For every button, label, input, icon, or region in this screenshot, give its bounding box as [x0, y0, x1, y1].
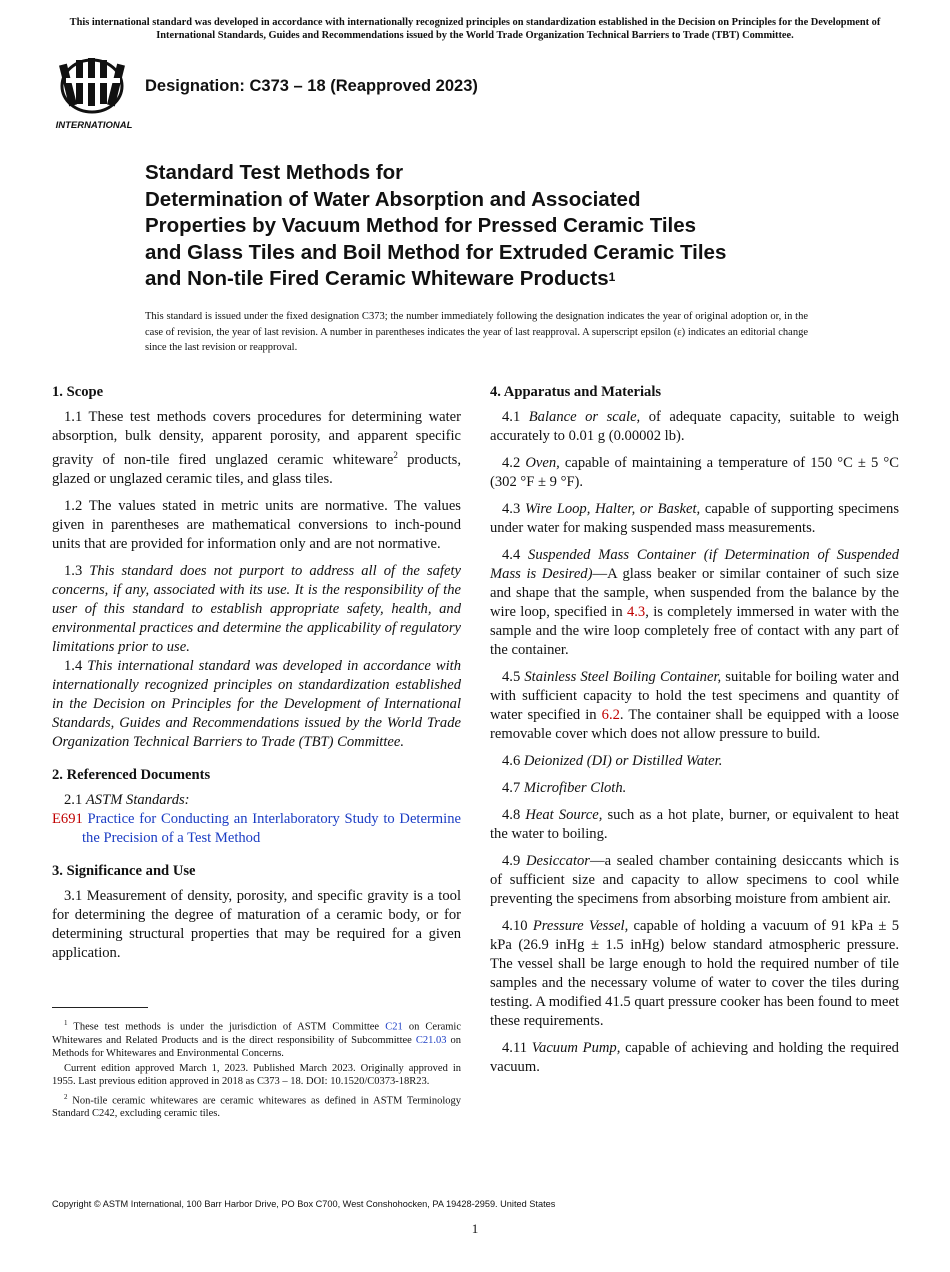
paragraph-1-3: 1.3 This standard does not purport to address all of the safety concerns, if any, associated with its use. It is the responsibility of the user of this standard to establish appropriate safety, health, and environmental practices and determine the applicability of regulatory limitations prior to use.	[52, 562, 461, 655]
paragraph-4-5: 4.5 Stainless Steel Boiling Container, suitable for boiling water and with sufficient capacity to hold the test specimens and quantity of water specified in 6.2. The container shall be equipped with a loose removable cover which does not allow pressure to build.	[490, 669, 900, 742]
astm-logo-text: INTERNATIONAL	[55, 120, 133, 131]
paragraph-4-8: 4.8 Heat Source, such as a hot plate, burner, or equivalent to heat the water to boiling.	[490, 807, 900, 842]
committee-link-c21[interactable]: C21	[385, 1021, 403, 1033]
section-heading-significance: 3. Significance and Use	[52, 862, 196, 879]
section-heading-scope: 1. Scope	[52, 384, 104, 400]
footnote-1-edition: Current edition approved March 1, 2023. Published March 2023. Originally approved in 1955. Last previous edition approved in 2018 as C373 – 18. DOI: 10.1520/C0373-18R23.	[52, 1063, 461, 1088]
section-link-6-2[interactable]: 6.2	[601, 707, 620, 723]
right-column	[490, 383, 899, 1085]
footnote-2: $^2$ Non-tile ceramic whitewares are ceramic whitewares as defined in ASTM Terminology Standard C242, excluding ceramic tiles.	[52, 1092, 461, 1120]
document-title	[145, 160, 845, 293]
paragraph-4-9: 4.9 Desiccator—a sealed chamber containing desiccants which is of sufficient size and capacity to allow specimens to cool while preventing the specimens from absorbing moisture from ambient air.	[490, 853, 899, 907]
subcommittee-link-c21-03[interactable]: C21.03	[415, 1034, 447, 1046]
reference-title-link[interactable]: Practice for Conducting an Interlaboratory Study to Determine the Precision of a Test Method	[82, 810, 461, 846]
paragraph-4-2: 4.2 Oven, capable of maintaining a temperature of 150 °C ± 5 °C (302 °F ± 9 °F).	[490, 455, 899, 490]
footnote-ref-2: 2	[393, 450, 398, 460]
designation: Designation: C373 – 18 (Reapproved 2023)	[145, 77, 478, 95]
title-line-2: Determination of Water Absorption and Associated	[145, 187, 641, 211]
paragraph-3-1: 3.1 Measurement of density, porosity, and specific gravity is a tool for determining the degree of maturation of a ceramic body, or for determining structural properties that may be required for a given application.	[52, 887, 461, 961]
paragraph-1-2: 1.2 The values stated in metric units are normative. The values given in parentheses are mathematical conversions to inch-pound units that are provided for information only and are not normative.	[52, 497, 461, 552]
section-heading-referenced: 2. Referenced Documents	[52, 766, 211, 783]
footnotes	[52, 1017, 461, 1122]
reference-e691[interactable]	[52, 810, 461, 848]
paragraph-1-1: 1.1 These test methods covers procedures for determining water absorption, bulk density, apparent porosity, and apparent specific gravity of non-tile fired unglazed ceramic whiteware$^2$ products, glazed or unglazed ceramic tiles, and glass tiles.	[52, 409, 461, 487]
paragraph-4-10: 4.10 Pressure Vessel, capable of holding a vacuum of 91 kPa ± 5 kPa (26.9 inHg ± 1.5 inHg) below standard atmospheric pressure. The vessel shall be large enough to hold the required number of tile samples and the necessary volume of water to cover the tiles during testing. A modified 41.5 quart pressure cooker has been found to meet these requirements.	[490, 918, 900, 1029]
title-footnote-mark: 1	[608, 270, 616, 284]
issued-note: This standard is issued under the fixed designation C373; the number immediately following the designation indicates the year of original adoption or, in the case of revision, the year of last revision. A number in parentheses indicates the year of last reapproval. A superscript epsilon (ε) indicates an editorial change since the last revision or reapproval.	[145, 311, 808, 353]
paragraph-4-4: 4.4 Suspended Mass Container (if Determination of Suspended Mass is Desired)—A glass beaker or similar container of such size and shape that the sample, when suspended from the balance by the wire loop, specified in 4.3, is completely immersed in water with the sample and the wire loop completely free of contact with any part of the container.	[490, 547, 899, 658]
title-line-1: Standard Test Methods for	[145, 161, 404, 184]
footnote-1: $^1$ These test methods is under the jurisdiction of ASTM Committee C21 on Ceramic Whitewares and Related Products and is the direct responsibility of Subcommittee C21.03 on Methods for Whitewares and Environmental Concerns.	[52, 1019, 461, 1059]
paragraph-4-1: 4.1 Balance or scale, of adequate capacity, suitable to weigh accurately to 0.01 g (0.00002 lb).	[490, 409, 900, 444]
section-link-4-3[interactable]: 4.3	[626, 604, 646, 620]
astm-logo-mark	[59, 58, 125, 112]
left-column	[52, 383, 461, 971]
paragraph-1-4: 1.4 This international standard was developed in accordance with internationally recognized principles on standardization established in the Decision on Principles for the Development of International Standards, Guides and Recommendations issued by the World Trade Organization Technical Barriers to Trade (TBT) Committee.	[52, 657, 462, 750]
paragraph-4-3: 4.3 Wire Loop, Halter, or Basket, capable of supporting specimens under water for making suspended mass measurements.	[490, 501, 900, 536]
title-line-4: and Glass Tiles and Boil Method for Extruded Ceramic Tiles	[145, 240, 727, 264]
paragraph-4-11: 4.11 Vacuum Pump, capable of achieving and holding the required vacuum.	[490, 1040, 899, 1075]
paragraph-2-1: 2.1 ASTM Standards:	[64, 791, 190, 808]
title-line-5: and Non-tile Fired Ceramic Whiteware Products$^1$	[145, 267, 616, 290]
paragraph-4-6: 4.6 Deionized (DI) or Distilled Water.	[502, 753, 723, 769]
footnote-divider	[52, 1007, 148, 1008]
page-number: 1	[471, 1221, 479, 1236]
section-heading-apparatus: 4. Apparatus and Materials	[490, 384, 662, 400]
paragraph-4-7: 4.7 Microfiber Cloth.	[502, 780, 627, 796]
astm-logo	[52, 56, 136, 132]
title-line-3: Properties by Vacuum Method for Pressed Ceramic Tiles	[145, 214, 697, 237]
copyright: Copyright © ASTM International, 100 Barr Harbor Drive, PO Box C700, West Conshohocken, PA 19428-2959. United States	[52, 1199, 556, 1209]
reference-code-link[interactable]: E691	[52, 810, 83, 827]
tbt-notice: This international standard was developed in accordance with internationally recognized principles on standardization established in the Decision on Principles for the Development of International Standards, Guides and Recommendations issued by the World Trade Organization Technical Barriers to Trade (TBT) Committee.	[69, 17, 881, 41]
